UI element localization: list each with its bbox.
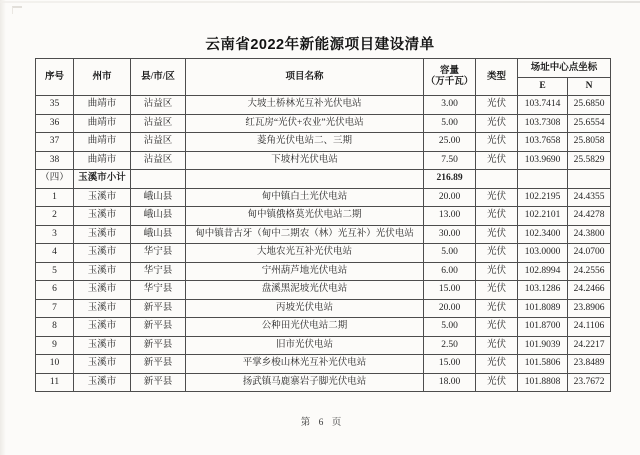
cell-type: 光伏	[476, 151, 518, 170]
cell-project: 旧市光伏电站	[186, 336, 424, 355]
cell-no: 3	[36, 225, 74, 244]
table-row	[36, 114, 611, 133]
cell-no: 6	[36, 281, 74, 300]
cell-county: 新平县	[131, 299, 186, 318]
cell-e: 103.7658	[518, 133, 568, 152]
cell-county: 沾益区	[131, 114, 186, 133]
cell-county: 峨山县	[131, 225, 186, 244]
table-row	[36, 355, 611, 374]
cell-n: 25.6554	[568, 114, 611, 133]
cell-e	[518, 170, 568, 189]
cell-prefecture: 玉溪市	[74, 262, 131, 281]
cell-type: 光伏	[476, 133, 518, 152]
cell-type: 光伏	[476, 225, 518, 244]
cell-no: 1	[36, 188, 74, 207]
cell-county: 沾益区	[131, 96, 186, 115]
page-title: 云南省2022年新能源项目建设清单	[205, 37, 435, 53]
cell-project: 大地农光互补光伏电站	[186, 244, 424, 263]
cell-no: 37	[36, 133, 74, 152]
cell-no: 8	[36, 318, 74, 337]
cell-county: 沾益区	[131, 151, 186, 170]
cell-type: 光伏	[476, 281, 518, 300]
cell-prefecture: 玉溪市	[74, 225, 131, 244]
cell-type: 光伏	[476, 336, 518, 355]
cell-n: 24.2556	[568, 262, 611, 281]
cell-county: 新平县	[131, 318, 186, 337]
cell-project: 大坡土桥林光互补光伏电站	[186, 96, 424, 115]
cell-county: 峨山县	[131, 207, 186, 226]
cell-prefecture: 曲靖市	[74, 151, 131, 170]
cell-no: 2	[36, 207, 74, 226]
cell-county: 沾益区	[131, 133, 186, 152]
cell-county: 新平县	[131, 336, 186, 355]
cell-project: 盘溪黑泥坡光伏电站	[186, 281, 424, 300]
cell-no: 11	[36, 373, 74, 392]
col-header-north: N	[568, 78, 611, 96]
col-header-east: E	[518, 78, 568, 96]
table-row	[36, 133, 611, 152]
cell-e: 103.1286	[518, 281, 568, 300]
cell-no: 36	[36, 114, 74, 133]
cell-e: 102.8994	[518, 262, 568, 281]
table-row	[36, 207, 611, 226]
cell-e: 103.9690	[518, 151, 568, 170]
cell-capacity: 7.50	[424, 151, 476, 170]
cell-capacity: 5.00	[424, 114, 476, 133]
cell-e: 101.8089	[518, 299, 568, 318]
cell-project: 宁州葫芦地光伏电站	[186, 262, 424, 281]
cell-capacity: 15.00	[424, 355, 476, 374]
cell-capacity: 20.00	[424, 188, 476, 207]
table-row	[36, 262, 611, 281]
col-header-type: 类型	[476, 59, 518, 96]
col-header-capacity	[424, 59, 476, 96]
cell-n: 25.5829	[568, 151, 611, 170]
cell-project: 甸中镇昔古牙（甸中二期农（林）光互补）光伏电站	[186, 225, 424, 244]
scan-edge-left	[0, 0, 6, 455]
cell-n: 23.8489	[568, 355, 611, 374]
cell-n: 24.2466	[568, 281, 611, 300]
cell-no: 38	[36, 151, 74, 170]
cell-capacity: 13.00	[424, 207, 476, 226]
cell-n: 24.1106	[568, 318, 611, 337]
cell-project: 甸中镇俄格莫光伏电站二期	[186, 207, 424, 226]
cell-project: 丙坡光伏电站	[186, 299, 424, 318]
cell-capacity: 25.00	[424, 133, 476, 152]
cell-n: 24.4278	[568, 207, 611, 226]
cell-n: 24.2217	[568, 336, 611, 355]
cell-n: 25.6850	[568, 96, 611, 115]
cell-n: 24.3800	[568, 225, 611, 244]
cell-prefecture: 玉溪市小计	[74, 170, 131, 189]
cell-prefecture: 玉溪市	[74, 299, 131, 318]
cell-capacity: 216.89	[424, 170, 476, 189]
cell-prefecture: 玉溪市	[74, 318, 131, 337]
table-header	[36, 59, 611, 96]
cell-prefecture: 玉溪市	[74, 281, 131, 300]
cell-e: 101.9039	[518, 336, 568, 355]
cell-project: 菱角光伏电站二、三期	[186, 133, 424, 152]
col-header-project: 项目名称	[186, 59, 424, 96]
col-header-no: 序号	[36, 59, 74, 96]
col-header-capacity-line2: （万千瓦）	[425, 77, 474, 87]
cell-n: 24.4355	[568, 188, 611, 207]
cell-project: 甸中镇白土光伏电站	[186, 188, 424, 207]
cell-type: 光伏	[476, 299, 518, 318]
table-row	[36, 281, 611, 300]
cell-prefecture: 玉溪市	[74, 373, 131, 392]
cell-project: 平掌乡梭山林光互补光伏电站	[186, 355, 424, 374]
cell-capacity: 15.00	[424, 281, 476, 300]
cell-project: 红瓦房“光伏+农业”光伏电站	[186, 114, 424, 133]
cell-county: 新平县	[131, 373, 186, 392]
cell-capacity: 5.00	[424, 244, 476, 263]
cell-county: 华宁县	[131, 262, 186, 281]
cell-e: 102.2195	[518, 188, 568, 207]
cell-type: 光伏	[476, 373, 518, 392]
table-row	[36, 299, 611, 318]
cell-prefecture: 玉溪市	[74, 188, 131, 207]
cell-county	[131, 170, 186, 189]
cell-county: 峨山县	[131, 188, 186, 207]
cell-capacity: 18.00	[424, 373, 476, 392]
cell-prefecture: 玉溪市	[74, 244, 131, 263]
cell-no: （四）	[36, 170, 74, 189]
page-number: 第 6 页	[300, 418, 345, 428]
cell-n	[568, 170, 611, 189]
cell-capacity: 2.50	[424, 336, 476, 355]
cell-no: 5	[36, 262, 74, 281]
cell-capacity: 3.00	[424, 96, 476, 115]
cell-type: 光伏	[476, 207, 518, 226]
cell-no: 10	[36, 355, 74, 374]
cell-e: 101.8700	[518, 318, 568, 337]
cell-county: 新平县	[131, 355, 186, 374]
cell-e: 102.3400	[518, 225, 568, 244]
cell-n: 25.8058	[568, 133, 611, 152]
cell-e: 103.7308	[518, 114, 568, 133]
cell-prefecture: 玉溪市	[74, 336, 131, 355]
table-row	[36, 96, 611, 115]
cell-capacity: 30.00	[424, 225, 476, 244]
table-row	[36, 244, 611, 263]
table-row	[36, 336, 611, 355]
cell-prefecture: 玉溪市	[74, 355, 131, 374]
cell-type: 光伏	[476, 355, 518, 374]
cell-project: 公种田光伏电站二期	[186, 318, 424, 337]
cell-e: 103.0000	[518, 244, 568, 263]
cell-type: 光伏	[476, 244, 518, 263]
cell-prefecture: 曲靖市	[74, 114, 131, 133]
cell-n: 23.7672	[568, 373, 611, 392]
cell-no: 4	[36, 244, 74, 263]
cell-county: 华宁县	[131, 244, 186, 263]
cell-e: 102.2101	[518, 207, 568, 226]
subtotal-row	[36, 170, 611, 189]
project-table	[35, 58, 611, 392]
cell-prefecture: 曲靖市	[74, 96, 131, 115]
cell-type	[476, 170, 518, 189]
col-header-capacity-line1: 容量	[439, 66, 459, 77]
scan-corner-mark	[12, 6, 22, 14]
cell-no: 7	[36, 299, 74, 318]
table-body	[36, 96, 611, 392]
cell-type: 光伏	[476, 318, 518, 337]
cell-e: 101.5806	[518, 355, 568, 374]
col-header-county: 县/市/区	[131, 59, 186, 96]
cell-no: 9	[36, 336, 74, 355]
table-row	[36, 318, 611, 337]
cell-county: 华宁县	[131, 281, 186, 300]
cell-capacity: 6.00	[424, 262, 476, 281]
cell-project: 扬武镇马鹿寨岩子脚光伏电站	[186, 373, 424, 392]
table-row	[36, 373, 611, 392]
scan-edge-top	[0, 1, 640, 3]
table-row	[36, 225, 611, 244]
cell-capacity: 5.00	[424, 318, 476, 337]
col-header-coords: 场址中心点坐标	[518, 59, 611, 78]
cell-n: 24.0700	[568, 244, 611, 263]
cell-type: 光伏	[476, 114, 518, 133]
table-row	[36, 188, 611, 207]
cell-e: 103.7414	[518, 96, 568, 115]
cell-project	[186, 170, 424, 189]
cell-no: 35	[36, 96, 74, 115]
cell-type: 光伏	[476, 96, 518, 115]
cell-prefecture: 玉溪市	[74, 207, 131, 226]
cell-type: 光伏	[476, 188, 518, 207]
cell-capacity: 20.00	[424, 299, 476, 318]
cell-e: 101.8808	[518, 373, 568, 392]
cell-project: 下坡村光伏电站	[186, 151, 424, 170]
cell-prefecture: 曲靖市	[74, 133, 131, 152]
cell-type: 光伏	[476, 262, 518, 281]
col-header-prefecture: 州市	[74, 59, 131, 96]
table-row	[36, 151, 611, 170]
cell-n: 23.8906	[568, 299, 611, 318]
